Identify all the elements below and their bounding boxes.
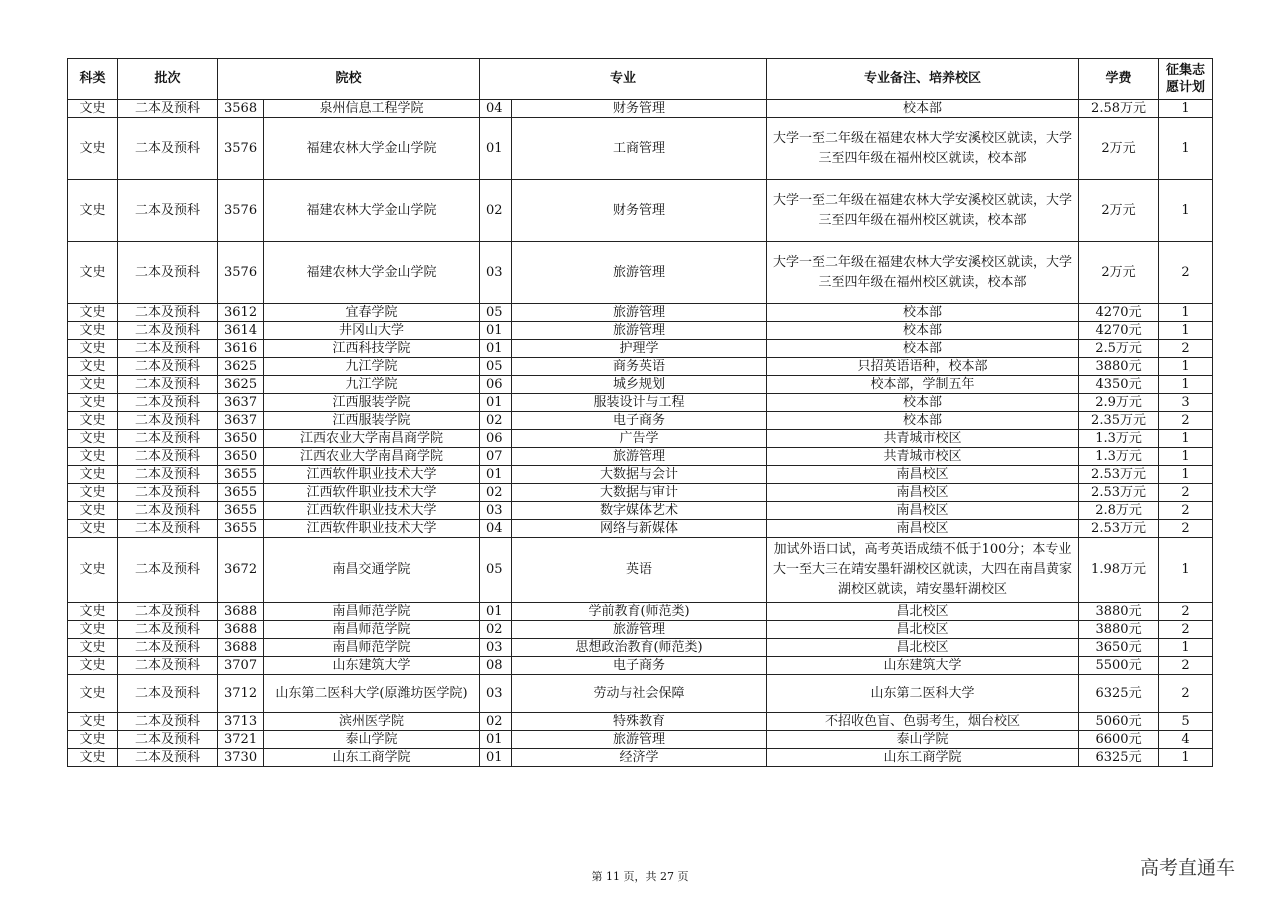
cell-school-name: 滨州医学院 <box>264 713 480 731</box>
cell-major-name: 电子商务 <box>512 657 767 675</box>
cell-tuition: 2.5万元 <box>1079 340 1159 358</box>
cell-plan: 1 <box>1159 749 1213 767</box>
cell-subject: 文史 <box>68 340 118 358</box>
cell-school-name: 江西服装学院 <box>264 412 480 430</box>
cell-tuition: 5060元 <box>1079 713 1159 731</box>
cell-batch: 二本及预科 <box>118 394 218 412</box>
cell-school-code: 3655 <box>218 502 264 520</box>
cell-subject: 文史 <box>68 118 118 180</box>
cell-subject: 文史 <box>68 376 118 394</box>
cell-batch: 二本及预科 <box>118 538 218 603</box>
cell-notes: 校本部，学制五年 <box>767 376 1079 394</box>
cell-batch: 二本及预科 <box>118 304 218 322</box>
cell-batch: 二本及预科 <box>118 242 218 304</box>
cell-major-name: 旅游管理 <box>512 448 767 466</box>
cell-major-name: 商务英语 <box>512 358 767 376</box>
cell-plan: 1 <box>1159 538 1213 603</box>
cell-tuition: 2万元 <box>1079 242 1159 304</box>
cell-tuition: 3880元 <box>1079 358 1159 376</box>
page-footer: 第 11 页，共 27 页 <box>591 870 689 883</box>
cell-notes: 校本部 <box>767 394 1079 412</box>
cell-school-code: 3616 <box>218 340 264 358</box>
cell-notes: 南昌校区 <box>767 502 1079 520</box>
cell-major-name: 电子商务 <box>512 412 767 430</box>
cell-batch: 二本及预科 <box>118 520 218 538</box>
header-school: 院校 <box>218 59 480 100</box>
cell-subject: 文史 <box>68 639 118 657</box>
cell-notes: 大学一至二年级在福建农林大学安溪校区就读，大学三至四年级在福州校区就读，校本部 <box>767 118 1079 180</box>
cell-tuition: 2.8万元 <box>1079 502 1159 520</box>
header-major: 专业 <box>480 59 767 100</box>
cell-school-name: 福建农林大学金山学院 <box>264 180 480 242</box>
cell-notes: 南昌校区 <box>767 484 1079 502</box>
cell-tuition: 2万元 <box>1079 118 1159 180</box>
cell-school-code: 3712 <box>218 675 264 713</box>
cell-batch: 二本及预科 <box>118 639 218 657</box>
cell-tuition: 4350元 <box>1079 376 1159 394</box>
cell-school-name: 江西农业大学南昌商学院 <box>264 430 480 448</box>
cell-subject: 文史 <box>68 621 118 639</box>
cell-major-code: 06 <box>480 430 512 448</box>
cell-notes: 大学一至二年级在福建农林大学安溪校区就读，大学三至四年级在福州校区就读，校本部 <box>767 242 1079 304</box>
cell-tuition: 4270元 <box>1079 322 1159 340</box>
cell-tuition: 1.3万元 <box>1079 448 1159 466</box>
cell-batch: 二本及预科 <box>118 322 218 340</box>
cell-tuition: 2.35万元 <box>1079 412 1159 430</box>
cell-major-code: 01 <box>480 603 512 621</box>
cell-tuition: 2.9万元 <box>1079 394 1159 412</box>
cell-school-code: 3655 <box>218 520 264 538</box>
cell-major-name: 英语 <box>512 538 767 603</box>
cell-plan: 1 <box>1159 376 1213 394</box>
cell-plan: 2 <box>1159 621 1213 639</box>
cell-notes: 加试外语口试，高考英语成绩不低于100分；本专业大一至大三在靖安墨轩湖校区就读，大四在南昌黄家湖校区就读，靖安墨轩湖校区 <box>767 538 1079 603</box>
cell-school-name: 福建农林大学金山学院 <box>264 118 480 180</box>
cell-plan: 1 <box>1159 639 1213 657</box>
header-batch: 批次 <box>118 59 218 100</box>
cell-batch: 二本及预科 <box>118 484 218 502</box>
cell-subject: 文史 <box>68 394 118 412</box>
cell-school-code: 3721 <box>218 731 264 749</box>
cell-notes: 大学一至二年级在福建农林大学安溪校区就读，大学三至四年级在福州校区就读，校本部 <box>767 180 1079 242</box>
cell-school-name: 江西科技学院 <box>264 340 480 358</box>
cell-major-code: 03 <box>480 502 512 520</box>
table-row <box>68 376 1213 394</box>
cell-subject: 文史 <box>68 502 118 520</box>
table-row <box>68 657 1213 675</box>
cell-major-code: 02 <box>480 180 512 242</box>
cell-school-code: 3637 <box>218 412 264 430</box>
cell-major-name: 工商管理 <box>512 118 767 180</box>
cell-batch: 二本及预科 <box>118 358 218 376</box>
cell-major-code: 01 <box>480 731 512 749</box>
admission-table <box>67 58 1213 767</box>
cell-major-code: 01 <box>480 466 512 484</box>
cell-notes: 共青城市校区 <box>767 448 1079 466</box>
cell-tuition: 2.53万元 <box>1079 466 1159 484</box>
table-row <box>68 242 1213 304</box>
cell-major-name: 旅游管理 <box>512 322 767 340</box>
cell-school-code: 3713 <box>218 713 264 731</box>
cell-subject: 文史 <box>68 358 118 376</box>
cell-notes: 山东第二医科大学 <box>767 675 1079 713</box>
cell-plan: 2 <box>1159 242 1213 304</box>
cell-school-name: 福建农林大学金山学院 <box>264 242 480 304</box>
cell-school-code: 3625 <box>218 358 264 376</box>
cell-subject: 文史 <box>68 731 118 749</box>
table-row <box>68 118 1213 180</box>
cell-major-code: 04 <box>480 100 512 118</box>
cell-notes: 校本部 <box>767 100 1079 118</box>
cell-batch: 二本及预科 <box>118 731 218 749</box>
cell-major-name: 大数据与审计 <box>512 484 767 502</box>
cell-school-name: 南昌师范学院 <box>264 639 480 657</box>
cell-notes: 昌北校区 <box>767 603 1079 621</box>
cell-major-name: 数字媒体艺术 <box>512 502 767 520</box>
cell-school-name: 井冈山大学 <box>264 322 480 340</box>
cell-major-code: 02 <box>480 412 512 430</box>
cell-notes: 不招收色盲、色弱考生，烟台校区 <box>767 713 1079 731</box>
cell-subject: 文史 <box>68 304 118 322</box>
cell-subject: 文史 <box>68 100 118 118</box>
cell-school-name: 江西软件职业技术大学 <box>264 520 480 538</box>
cell-school-code: 3672 <box>218 538 264 603</box>
cell-batch: 二本及预科 <box>118 466 218 484</box>
cell-major-code: 01 <box>480 394 512 412</box>
cell-major-code: 07 <box>480 448 512 466</box>
cell-major-name: 财务管理 <box>512 180 767 242</box>
cell-major-code: 03 <box>480 675 512 713</box>
cell-batch: 二本及预科 <box>118 749 218 767</box>
cell-school-code: 3650 <box>218 448 264 466</box>
cell-school-code: 3650 <box>218 430 264 448</box>
cell-school-name: 南昌师范学院 <box>264 621 480 639</box>
cell-school-name: 南昌师范学院 <box>264 603 480 621</box>
cell-notes: 南昌校区 <box>767 520 1079 538</box>
cell-notes: 昌北校区 <box>767 621 1079 639</box>
cell-notes: 南昌校区 <box>767 466 1079 484</box>
cell-plan: 2 <box>1159 657 1213 675</box>
cell-plan: 1 <box>1159 180 1213 242</box>
cell-notes: 校本部 <box>767 412 1079 430</box>
cell-school-code: 3688 <box>218 621 264 639</box>
table-row <box>68 466 1213 484</box>
cell-major-name: 城乡规划 <box>512 376 767 394</box>
cell-school-code: 3614 <box>218 322 264 340</box>
cell-plan: 2 <box>1159 603 1213 621</box>
cell-tuition: 4270元 <box>1079 304 1159 322</box>
cell-major-code: 06 <box>480 376 512 394</box>
cell-major-name: 学前教育(师范类) <box>512 603 767 621</box>
table-row <box>68 639 1213 657</box>
cell-school-code: 3612 <box>218 304 264 322</box>
header-plan: 征集志愿计划 <box>1159 59 1213 100</box>
cell-tuition: 1.98万元 <box>1079 538 1159 603</box>
cell-notes: 校本部 <box>767 304 1079 322</box>
cell-major-code: 03 <box>480 242 512 304</box>
cell-subject: 文史 <box>68 713 118 731</box>
table-row <box>68 502 1213 520</box>
cell-tuition: 2万元 <box>1079 180 1159 242</box>
table-row <box>68 520 1213 538</box>
header-subject: 科类 <box>68 59 118 100</box>
cell-school-code: 3576 <box>218 118 264 180</box>
cell-major-name: 思想政治教育(师范类) <box>512 639 767 657</box>
cell-batch: 二本及预科 <box>118 675 218 713</box>
cell-notes: 山东工商学院 <box>767 749 1079 767</box>
cell-plan: 1 <box>1159 430 1213 448</box>
cell-major-code: 05 <box>480 304 512 322</box>
cell-notes: 山东建筑大学 <box>767 657 1079 675</box>
cell-subject: 文史 <box>68 412 118 430</box>
cell-subject: 文史 <box>68 466 118 484</box>
cell-plan: 2 <box>1159 675 1213 713</box>
cell-school-code: 3568 <box>218 100 264 118</box>
cell-notes: 校本部 <box>767 322 1079 340</box>
cell-school-name: 江西软件职业技术大学 <box>264 484 480 502</box>
cell-tuition: 2.53万元 <box>1079 484 1159 502</box>
cell-major-name: 网络与新媒体 <box>512 520 767 538</box>
cell-plan: 1 <box>1159 358 1213 376</box>
cell-tuition: 2.58万元 <box>1079 100 1159 118</box>
table-row <box>68 430 1213 448</box>
cell-notes: 校本部 <box>767 340 1079 358</box>
cell-school-code: 3688 <box>218 639 264 657</box>
cell-school-code: 3576 <box>218 242 264 304</box>
table-row <box>68 713 1213 731</box>
table-row <box>68 322 1213 340</box>
cell-school-name: 江西农业大学南昌商学院 <box>264 448 480 466</box>
cell-tuition: 6325元 <box>1079 749 1159 767</box>
cell-tuition: 5500元 <box>1079 657 1159 675</box>
table-row <box>68 412 1213 430</box>
cell-school-name: 宜春学院 <box>264 304 480 322</box>
cell-major-code: 02 <box>480 713 512 731</box>
cell-school-name: 泉州信息工程学院 <box>264 100 480 118</box>
cell-major-name: 旅游管理 <box>512 621 767 639</box>
cell-tuition: 3650元 <box>1079 639 1159 657</box>
cell-major-name: 经济学 <box>512 749 767 767</box>
cell-major-code: 02 <box>480 621 512 639</box>
cell-school-code: 3707 <box>218 657 264 675</box>
cell-school-name: 江西软件职业技术大学 <box>264 466 480 484</box>
cell-plan: 2 <box>1159 484 1213 502</box>
cell-major-code: 01 <box>480 322 512 340</box>
cell-batch: 二本及预科 <box>118 100 218 118</box>
cell-major-code: 01 <box>480 340 512 358</box>
table-row <box>68 394 1213 412</box>
cell-subject: 文史 <box>68 242 118 304</box>
table-row <box>68 603 1213 621</box>
cell-school-code: 3655 <box>218 466 264 484</box>
cell-school-code: 3625 <box>218 376 264 394</box>
table-row <box>68 100 1213 118</box>
cell-major-name: 旅游管理 <box>512 242 767 304</box>
cell-notes: 泰山学院 <box>767 731 1079 749</box>
cell-major-name: 大数据与会计 <box>512 466 767 484</box>
cell-major-code: 05 <box>480 358 512 376</box>
cell-plan: 1 <box>1159 118 1213 180</box>
cell-plan: 3 <box>1159 394 1213 412</box>
cell-major-name: 服装设计与工程 <box>512 394 767 412</box>
cell-plan: 5 <box>1159 713 1213 731</box>
cell-school-name: 山东工商学院 <box>264 749 480 767</box>
cell-tuition: 6600元 <box>1079 731 1159 749</box>
header-notes: 专业备注、培养校区 <box>767 59 1079 100</box>
cell-plan: 1 <box>1159 100 1213 118</box>
cell-major-code: 01 <box>480 118 512 180</box>
cell-subject: 文史 <box>68 657 118 675</box>
cell-major-name: 旅游管理 <box>512 731 767 749</box>
cell-school-name: 南昌交通学院 <box>264 538 480 603</box>
cell-major-code: 03 <box>480 639 512 657</box>
cell-batch: 二本及预科 <box>118 180 218 242</box>
cell-school-name: 九江学院 <box>264 376 480 394</box>
cell-batch: 二本及预科 <box>118 603 218 621</box>
cell-major-name: 护理学 <box>512 340 767 358</box>
header-tuition: 学费 <box>1079 59 1159 100</box>
cell-subject: 文史 <box>68 603 118 621</box>
cell-major-code: 04 <box>480 520 512 538</box>
cell-plan: 2 <box>1159 502 1213 520</box>
cell-subject: 文史 <box>68 322 118 340</box>
cell-batch: 二本及预科 <box>118 340 218 358</box>
cell-major-name: 广告学 <box>512 430 767 448</box>
table-row <box>68 731 1213 749</box>
cell-notes: 共青城市校区 <box>767 430 1079 448</box>
cell-school-name: 泰山学院 <box>264 731 480 749</box>
cell-batch: 二本及预科 <box>118 502 218 520</box>
cell-tuition: 2.53万元 <box>1079 520 1159 538</box>
cell-subject: 文史 <box>68 180 118 242</box>
cell-major-code: 05 <box>480 538 512 603</box>
cell-tuition: 6325元 <box>1079 675 1159 713</box>
cell-major-name: 财务管理 <box>512 100 767 118</box>
table-row <box>68 180 1213 242</box>
cell-tuition: 3880元 <box>1079 603 1159 621</box>
cell-subject: 文史 <box>68 749 118 767</box>
table-row <box>68 749 1213 767</box>
cell-tuition: 1.3万元 <box>1079 430 1159 448</box>
cell-school-code: 3576 <box>218 180 264 242</box>
cell-plan: 1 <box>1159 448 1213 466</box>
cell-notes: 昌北校区 <box>767 639 1079 657</box>
table-row <box>68 340 1213 358</box>
cell-plan: 1 <box>1159 466 1213 484</box>
cell-subject: 文史 <box>68 430 118 448</box>
cell-batch: 二本及预科 <box>118 376 218 394</box>
cell-major-code: 08 <box>480 657 512 675</box>
cell-batch: 二本及预科 <box>118 621 218 639</box>
cell-plan: 1 <box>1159 322 1213 340</box>
cell-major-code: 01 <box>480 749 512 767</box>
table-row <box>68 621 1213 639</box>
cell-subject: 文史 <box>68 675 118 713</box>
cell-school-name: 江西服装学院 <box>264 394 480 412</box>
cell-subject: 文史 <box>68 484 118 502</box>
cell-major-name: 特殊教育 <box>512 713 767 731</box>
cell-plan: 2 <box>1159 340 1213 358</box>
table-row <box>68 484 1213 502</box>
watermark: 高考直通车 <box>1140 857 1236 879</box>
cell-major-name: 旅游管理 <box>512 304 767 322</box>
cell-major-name: 劳动与社会保障 <box>512 675 767 713</box>
cell-school-code: 3730 <box>218 749 264 767</box>
cell-batch: 二本及预科 <box>118 713 218 731</box>
cell-school-name: 山东第二医科大学(原潍坊医学院) <box>264 675 480 713</box>
cell-school-code: 3655 <box>218 484 264 502</box>
cell-notes: 只招英语语种，校本部 <box>767 358 1079 376</box>
cell-school-name: 九江学院 <box>264 358 480 376</box>
cell-batch: 二本及预科 <box>118 412 218 430</box>
cell-plan: 1 <box>1159 304 1213 322</box>
cell-batch: 二本及预科 <box>118 657 218 675</box>
cell-school-name: 山东建筑大学 <box>264 657 480 675</box>
table-row <box>68 448 1213 466</box>
cell-plan: 4 <box>1159 731 1213 749</box>
table-row <box>68 538 1213 603</box>
cell-batch: 二本及预科 <box>118 430 218 448</box>
cell-school-code: 3688 <box>218 603 264 621</box>
cell-school-name: 江西软件职业技术大学 <box>264 502 480 520</box>
cell-plan: 2 <box>1159 520 1213 538</box>
cell-plan: 2 <box>1159 412 1213 430</box>
table-row <box>68 304 1213 322</box>
cell-subject: 文史 <box>68 520 118 538</box>
cell-subject: 文史 <box>68 448 118 466</box>
table-header-row <box>68 59 1213 100</box>
cell-tuition: 3880元 <box>1079 621 1159 639</box>
table-row <box>68 675 1213 713</box>
cell-major-code: 02 <box>480 484 512 502</box>
cell-subject: 文史 <box>68 538 118 603</box>
cell-batch: 二本及预科 <box>118 448 218 466</box>
cell-school-code: 3637 <box>218 394 264 412</box>
cell-batch: 二本及预科 <box>118 118 218 180</box>
table-row <box>68 358 1213 376</box>
